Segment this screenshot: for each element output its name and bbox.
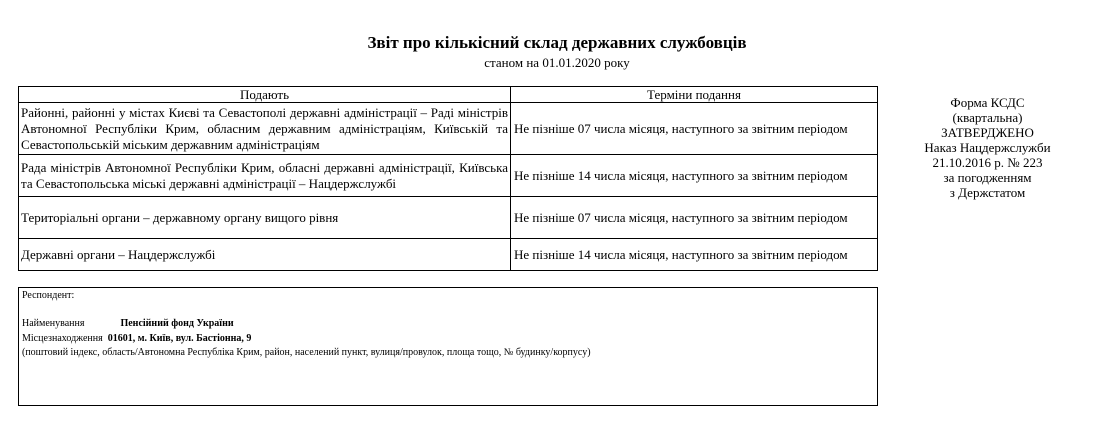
location-label: Місцезнаходження xyxy=(22,333,103,344)
respondent-name-row xyxy=(22,317,234,331)
approval-order: Наказ Нацдержслужби xyxy=(924,140,1051,155)
approval-label: ЗАТВЕРДЖЕНО xyxy=(941,125,1034,140)
name-value: Пенсійний фонд України xyxy=(120,318,234,329)
deadline-cell: Не пізніше 07 числа місяця, наступного за звітним періодом xyxy=(511,103,878,155)
approval-date-number: 21.10.2016 р. № 223 xyxy=(932,155,1043,170)
agreement-label: за погодженням xyxy=(943,170,1032,185)
address-hint: (поштовий індекс, область/Автономна Республіка Крим, район, населений пункт, вулиця/провулок, площа тощо, № будинку/корпусу) xyxy=(22,347,591,358)
agreement-authority: з Держстатом xyxy=(949,185,1026,200)
form-periodicity: (квартальна) xyxy=(952,110,1023,125)
table-row xyxy=(19,197,878,239)
submitter-cell: Територіальні органи – державному органу вищого рівня xyxy=(19,197,511,239)
table-row xyxy=(19,103,878,155)
name-label: Найменування xyxy=(22,318,85,329)
table-header-row xyxy=(19,87,878,103)
respondent-location-row xyxy=(22,332,251,346)
submission-schedule-table xyxy=(18,86,878,271)
report-title: Звіт про кількісний склад державних службовців xyxy=(367,33,747,52)
form-approval-info xyxy=(910,95,1065,200)
deadline-cell: Не пізніше 07 числа місяця, наступного за звітним періодом xyxy=(511,197,878,239)
deadline-cell: Не пізніше 14 числа місяця, наступного за звітним періодом xyxy=(511,155,878,197)
submitter-cell: Районні, районні у містах Києві та Севастополі державні адміністрації – Раді міністрів Автономної Республіки Крим, обласним державним адміністраціям, Київській та Севастопольській міським державним адміністраціям xyxy=(19,103,511,155)
respondent-box xyxy=(18,287,878,406)
table-row xyxy=(19,239,878,271)
submitter-cell: Рада міністрів Автономної Республіки Крим, обласні державні адміністрації, Київська та Севастопольська міські державні адміністрації – Нацдержслужбі xyxy=(19,155,511,197)
column-header-submitters: Подають xyxy=(19,87,511,103)
column-header-deadlines: Терміни подання xyxy=(511,87,878,103)
report-subtitle: станом на 01.01.2020 року xyxy=(484,55,630,70)
respondent-heading: Респондент: xyxy=(22,290,75,301)
deadline-cell: Не пізніше 14 числа місяця, наступного за звітним періодом xyxy=(511,239,878,271)
form-code: Форма КСДС xyxy=(950,95,1025,110)
location-value: 01601, м. Київ, вул. Бастіонна, 9 xyxy=(107,333,252,344)
table-row xyxy=(19,155,878,197)
submitter-cell: Державні органи – Нацдержслужбі xyxy=(19,239,511,271)
